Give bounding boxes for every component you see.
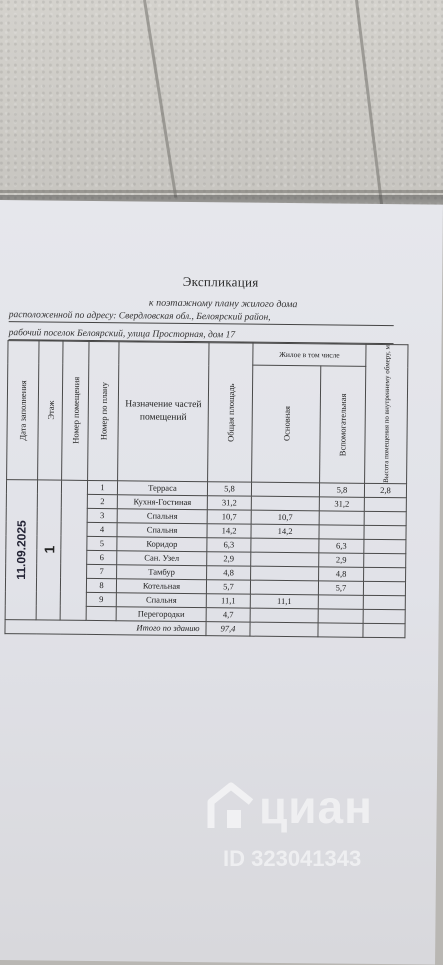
explication-document bbox=[0, 200, 443, 965]
main-area-cell: 14,2 bbox=[251, 524, 319, 539]
plan-number-cell: 9 bbox=[86, 592, 116, 606]
main-area-cell: 11,1 bbox=[250, 594, 318, 609]
header-plan-number: Номер по плану bbox=[88, 341, 119, 480]
aux-area-cell bbox=[318, 595, 363, 609]
header-auxiliary: Вспомогательная bbox=[320, 366, 366, 483]
plan-number-cell: 1 bbox=[87, 480, 117, 494]
room-purpose-cell: Спальня bbox=[117, 522, 207, 537]
room-purpose-cell: Тамбур bbox=[117, 564, 207, 579]
main-area-cell bbox=[251, 538, 319, 553]
cian-house-logo-icon bbox=[205, 780, 257, 832]
height-cell bbox=[364, 539, 406, 553]
fill-date-cell: 11.09.2025 bbox=[5, 479, 37, 619]
height-cell bbox=[363, 595, 405, 609]
total-label: Итого по зданию bbox=[5, 619, 206, 635]
header-fill-date: Дата заполнения bbox=[7, 341, 39, 480]
room-purpose-cell: Терраса bbox=[117, 480, 207, 495]
plan-number-cell: 5 bbox=[87, 536, 117, 550]
plan-number-cell: 2 bbox=[87, 494, 117, 508]
total-area-cell: 5,7 bbox=[206, 579, 250, 593]
total-area-cell: 4,8 bbox=[207, 565, 251, 579]
room-purpose-cell: Спальня bbox=[116, 592, 206, 607]
room-purpose-cell: Сан. Узел bbox=[117, 550, 207, 565]
total-area-cell: 5,8 bbox=[207, 481, 251, 495]
total-area-cell: 11,1 bbox=[206, 593, 250, 607]
room-purpose-cell: Перегородки bbox=[116, 606, 206, 621]
floor-cell: 1 bbox=[36, 480, 61, 620]
total-height-cell bbox=[363, 623, 405, 637]
height-cell bbox=[364, 553, 406, 567]
total-area-cell: 10,7 bbox=[207, 509, 251, 523]
height-cell bbox=[364, 497, 406, 511]
height-cell: 2,8 bbox=[364, 483, 406, 497]
aux-area-cell: 31,2 bbox=[319, 497, 364, 511]
plan-number-cell: 8 bbox=[86, 578, 116, 592]
height-cell bbox=[363, 609, 405, 623]
address-line-1: расположенной по адресу: Свердловская обл., Белоярский район, bbox=[9, 310, 394, 326]
aux-area-cell: 4,8 bbox=[319, 567, 364, 581]
plan-number-cell: 6 bbox=[87, 550, 117, 564]
tile-grout-line bbox=[143, 0, 177, 198]
main-area-cell bbox=[250, 608, 318, 623]
header-floor: Этаж bbox=[38, 341, 63, 480]
document-subtitle: к поэтажному плану жилого дома bbox=[148, 297, 298, 311]
main-area-cell bbox=[251, 566, 319, 581]
total-area-cell: 14,2 bbox=[207, 523, 251, 537]
header-room-number: Номер помещения bbox=[62, 341, 89, 480]
room-purpose-cell: Коридор bbox=[117, 536, 207, 551]
plan-number-cell: 7 bbox=[87, 564, 117, 578]
room-purpose-cell: Спальня bbox=[117, 508, 207, 523]
main-area-cell: 10,7 bbox=[251, 510, 319, 525]
aux-area-cell bbox=[319, 525, 364, 539]
plan-number-cell: 3 bbox=[87, 508, 117, 522]
room-purpose-cell: Кухня-Гостиная bbox=[117, 494, 207, 509]
total-area-cell: 6,3 bbox=[207, 537, 251, 551]
main-area-cell bbox=[251, 482, 319, 497]
total-area-cell: 4,7 bbox=[206, 607, 250, 621]
tile-grout-line bbox=[355, 0, 384, 209]
total-value: 97,4 bbox=[206, 621, 250, 635]
aux-area-cell: 5,7 bbox=[318, 581, 363, 595]
header-total-area: Общая площадь bbox=[208, 343, 253, 482]
room-number-cell bbox=[60, 480, 87, 620]
total-row bbox=[5, 619, 405, 637]
height-cell bbox=[363, 581, 405, 595]
aux-area-cell bbox=[319, 511, 364, 525]
aux-area-cell: 2,9 bbox=[319, 553, 364, 567]
room-purpose-cell: Котельная bbox=[116, 578, 206, 593]
header-height: Высота помещения по внутреннему обмеру, м bbox=[365, 344, 408, 483]
total-area-cell: 2,9 bbox=[207, 551, 251, 565]
watermark-brand: циан bbox=[259, 781, 373, 833]
height-cell bbox=[364, 567, 406, 581]
header-residential-incl: Жилое в том числе bbox=[253, 343, 366, 366]
aux-area-cell: 6,3 bbox=[319, 539, 364, 553]
height-cell bbox=[364, 525, 406, 539]
total-main-cell bbox=[250, 622, 318, 637]
tiled-wall-background bbox=[0, 0, 443, 220]
explication-table bbox=[4, 340, 408, 638]
aux-area-cell: 5,8 bbox=[319, 483, 364, 497]
height-cell bbox=[364, 511, 406, 525]
header-main: Основная bbox=[252, 365, 321, 482]
plan-number-cell bbox=[86, 606, 116, 620]
header-purpose: Назначение частей помещений bbox=[118, 342, 209, 482]
plan-number-cell: 4 bbox=[87, 522, 117, 536]
main-area-cell bbox=[251, 496, 319, 511]
main-area-cell bbox=[251, 552, 319, 567]
total-aux-cell bbox=[318, 623, 363, 637]
watermark-listing-id: ID 323041343 bbox=[223, 846, 362, 871]
document-title: Экспликация bbox=[182, 273, 259, 290]
address-line-2: рабочий поселок Белоярский, улица Просторная, дом 17 bbox=[9, 328, 394, 344]
tile-grout-line bbox=[0, 190, 443, 193]
aux-area-cell bbox=[318, 609, 363, 623]
main-area-cell bbox=[250, 580, 318, 595]
total-area-cell: 31,2 bbox=[207, 495, 251, 509]
